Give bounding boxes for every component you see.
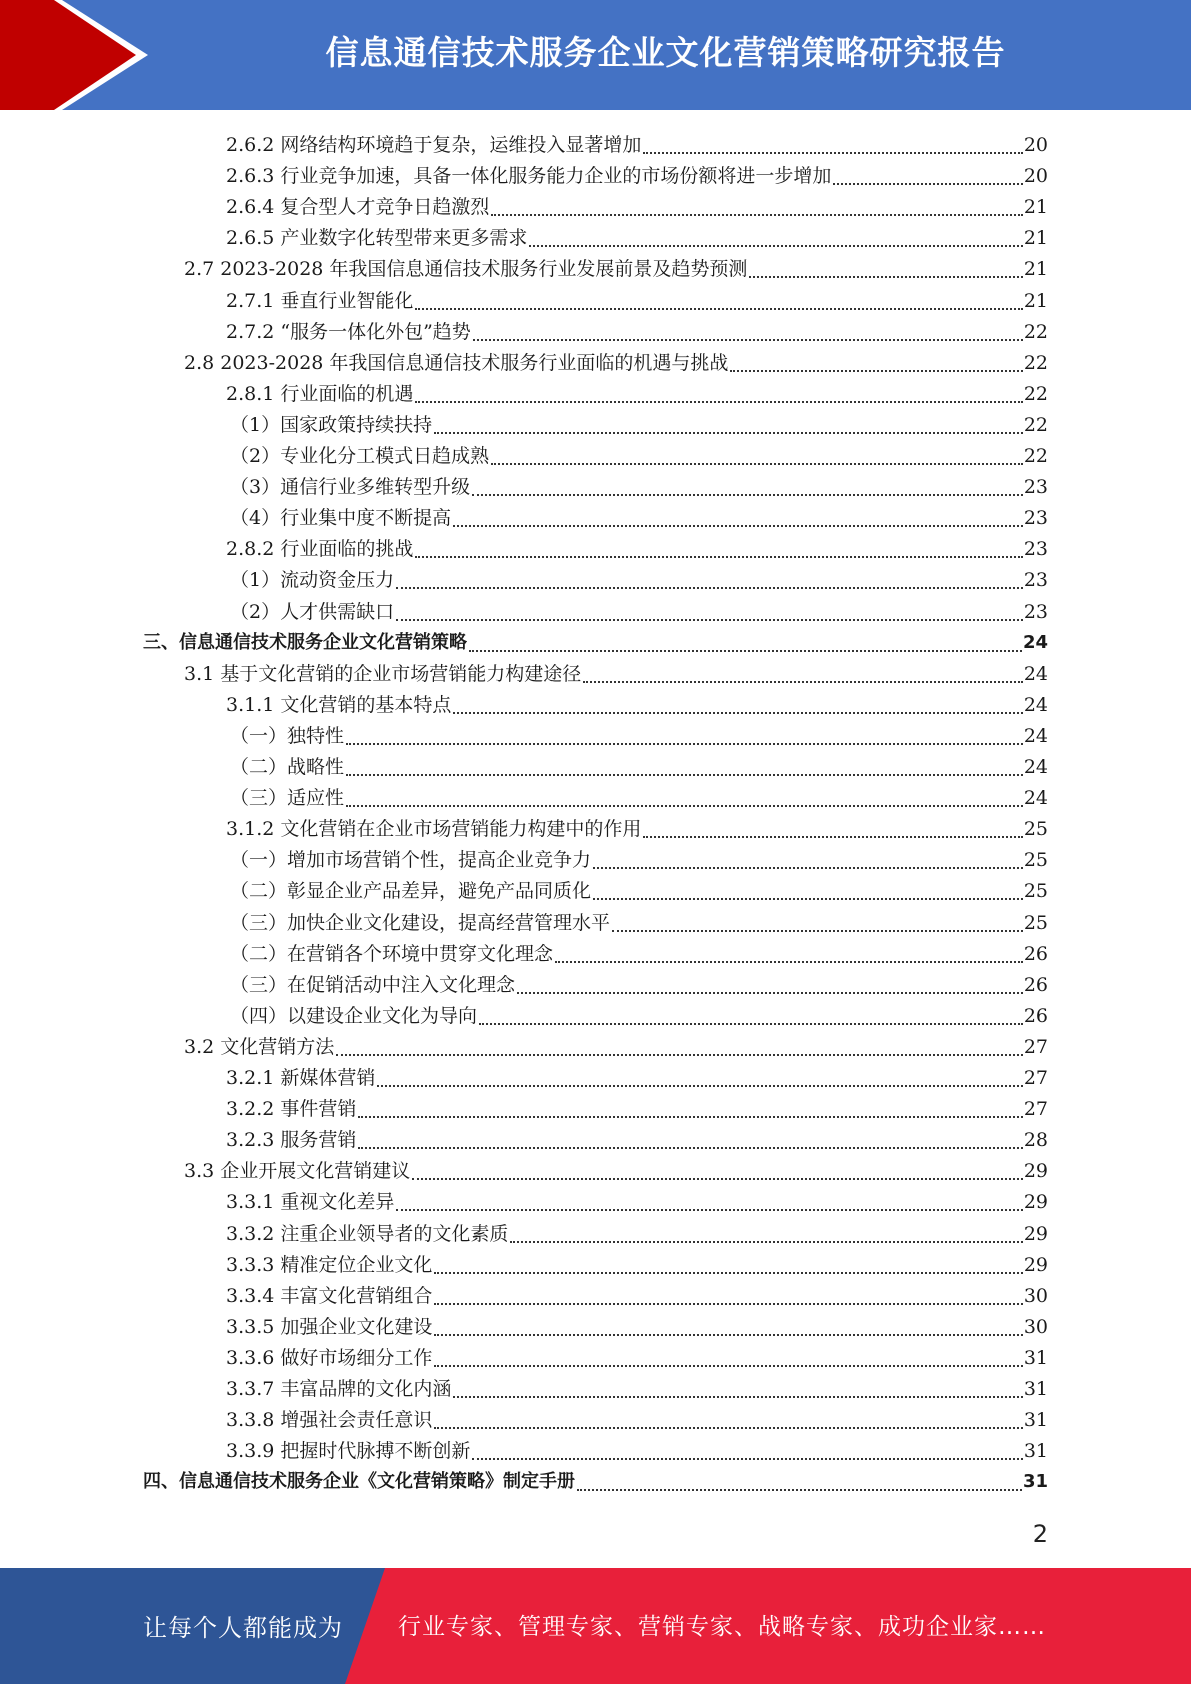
- toc-entry[interactable]: [226, 314, 1048, 345]
- toc-entry-page: 22: [1023, 413, 1048, 436]
- toc-entry-page: 22: [1023, 445, 1048, 467]
- toc-entry-label: 3.2.2 事件营销: [226, 1098, 357, 1121]
- toc-entry[interactable]: [226, 158, 1048, 189]
- toc-entry-page: 23: [1023, 538, 1048, 561]
- toc-entry[interactable]: [230, 780, 1048, 811]
- toc-leader-dots: [510, 1231, 1022, 1243]
- toc-entry-label: 2.8.2 行业面临的挑战: [226, 538, 414, 561]
- toc-entry-page: 25: [1023, 880, 1048, 903]
- toc-entry-label: （三）加快企业文化建设，提高经营管理水平: [230, 911, 611, 934]
- toc-leader-dots: [479, 1013, 1023, 1025]
- toc-entry[interactable]: [230, 718, 1048, 749]
- toc-entry-page: 26: [1023, 1004, 1048, 1027]
- toc-leader-dots: [434, 1417, 1022, 1429]
- toc-entry[interactable]: [184, 656, 1048, 687]
- toc-entry-label: （1）国家政策持续扶持: [230, 413, 433, 436]
- toc-entry-page: 23: [1023, 569, 1048, 592]
- toc-entry[interactable]: [230, 594, 1048, 625]
- toc-leader-dots: [434, 1324, 1022, 1336]
- toc-leader-dots: [517, 982, 1023, 994]
- toc-leader-dots: [415, 546, 1022, 558]
- toc-leader-dots: [396, 1199, 1022, 1211]
- toc-entry-label: 2.6.2 网络结构环境趋于复杂，运维投入显著增加: [226, 134, 642, 156]
- toc-entry-label: 2.8.1 行业面临的机遇: [226, 382, 414, 405]
- toc-entry-page: 21: [1023, 196, 1048, 219]
- toc-entry-page: 21: [1023, 258, 1048, 281]
- toc-entry-label: 3.3.2 注重企业领导者的文化素质: [226, 1222, 509, 1245]
- toc-entry-label: （2）人才供需缺口: [230, 600, 395, 623]
- toc-entry[interactable]: [226, 1340, 1048, 1371]
- toc-entry-label: 2.7 2023-2028 年我国信息通信技术服务行业发展前景及趋势预测: [184, 258, 748, 281]
- toc-entry[interactable]: [230, 562, 1048, 593]
- toc-entry[interactable]: [230, 500, 1048, 531]
- toc-entry-page: 27: [1023, 1098, 1048, 1121]
- toc-leader-dots: [730, 360, 1022, 372]
- toc-entry[interactable]: [226, 687, 1048, 718]
- toc-leader-dots: [434, 1355, 1022, 1367]
- toc-entry-label: 3.2.1 新媒体营销: [226, 1067, 376, 1089]
- toc-leader-dots: [473, 329, 1023, 341]
- toc-entry[interactable]: [226, 1216, 1048, 1247]
- toc-entry[interactable]: [230, 469, 1048, 500]
- toc-entry[interactable]: [226, 1247, 1048, 1278]
- toc-entry-label: 3.3.4 丰富文化营销组合: [226, 1284, 433, 1307]
- toc-entry[interactable]: [226, 189, 1048, 220]
- toc-leader-dots: [396, 609, 1023, 621]
- footer-slogan-left: 让每个人都能成为: [143, 1614, 343, 1642]
- toc-leader-dots: [415, 391, 1022, 403]
- toc-leader-dots: [336, 1044, 1023, 1056]
- toc-entry-label: （四）以建设企业文化为导向: [230, 1004, 478, 1027]
- toc-entry-page: 24: [1023, 724, 1048, 747]
- toc-entry-label: （一）增加市场营销个性，提高企业竞争力: [230, 849, 592, 872]
- toc-entry-page: 23: [1023, 507, 1048, 530]
- toc-leader-dots: [346, 733, 1023, 745]
- toc-leader-dots: [555, 951, 1023, 963]
- toc-entry[interactable]: [226, 127, 1048, 158]
- toc-entry-page: 31: [1023, 1346, 1048, 1369]
- toc-entry[interactable]: [184, 1029, 1048, 1060]
- toc-entry-page: 29: [1023, 1222, 1048, 1245]
- toc-entry[interactable]: [226, 220, 1048, 251]
- toc-entry[interactable]: [230, 873, 1048, 904]
- toc-entry-page: 31: [1023, 1440, 1048, 1463]
- page-footer: [0, 1568, 1191, 1684]
- toc-entry-label: （2）专业化分工模式日趋成熟: [230, 445, 490, 467]
- toc-entry-page: 27: [1023, 1035, 1048, 1058]
- toc-entry[interactable]: [226, 376, 1048, 407]
- toc-entry[interactable]: [230, 842, 1048, 873]
- toc-entry[interactable]: [226, 1122, 1048, 1153]
- toc-entry-page: 31: [1023, 1409, 1048, 1432]
- toc-leader-dots: [472, 484, 1023, 496]
- toc-entry-label: 3.2 文化营销方法: [184, 1035, 335, 1058]
- toc-entry[interactable]: [230, 905, 1048, 936]
- toc-leader-dots: [612, 920, 1023, 932]
- toc-entry-label: 3.3.8 增强社会责任意识: [226, 1409, 433, 1432]
- toc-leader-dots: [491, 453, 1023, 465]
- toc-entry[interactable]: [184, 345, 1048, 376]
- toc-entry-label: 四、信息通信技术服务企业《文化营销策略》制定手册: [143, 1471, 575, 1493]
- toc-entry-page: 23: [1023, 600, 1048, 623]
- toc-entry[interactable]: [230, 998, 1048, 1029]
- toc-entry[interactable]: [226, 1278, 1048, 1309]
- toc-leader-dots: [469, 640, 1022, 652]
- toc-leader-dots: [453, 1386, 1022, 1398]
- toc-entry-label: 3.1.1 文化营销的基本特点: [226, 693, 452, 716]
- toc-entry-page: 24: [1023, 787, 1048, 810]
- toc-entry[interactable]: [226, 811, 1048, 842]
- red-chevron-decoration: [0, 0, 160, 110]
- toc-leader-dots: [472, 1448, 1022, 1460]
- toc-entry-page: 22: [1023, 351, 1048, 374]
- toc-leader-dots: [593, 888, 1023, 900]
- toc-entry-label: （二）战略性: [230, 756, 345, 778]
- toc-entry[interactable]: [226, 1371, 1048, 1402]
- toc-entry[interactable]: [226, 283, 1048, 314]
- toc-leader-dots: [434, 1262, 1022, 1274]
- toc-entry-page: 26: [1023, 973, 1048, 996]
- toc-entry-label: （一）独特性: [230, 724, 345, 747]
- toc-leader-dots: [453, 702, 1022, 714]
- toc-entry-page: 23: [1023, 476, 1048, 499]
- toc-entry-page: 29: [1023, 1160, 1048, 1183]
- toc-leader-dots: [412, 1168, 1023, 1180]
- toc-entry-label: （4）行业集中度不断提高: [230, 507, 452, 530]
- toc-entry-page: 29: [1023, 1253, 1048, 1276]
- toc-entry-page: 28: [1023, 1129, 1048, 1152]
- toc-entry-label: 2.6.5 产业数字化转型带来更多需求: [226, 227, 528, 250]
- toc-leader-dots: [434, 1293, 1022, 1305]
- toc-entry[interactable]: [226, 531, 1048, 562]
- toc-entry-page: 24: [1023, 662, 1048, 685]
- toc-entry-page: 24: [1023, 756, 1048, 778]
- toc-entry[interactable]: [230, 407, 1048, 438]
- toc-entry-page: 25: [1023, 849, 1048, 872]
- toc-entry-page: 30: [1023, 1315, 1048, 1338]
- toc-entry[interactable]: [230, 749, 1048, 780]
- toc-entry-label: 2.6.3 行业竞争加速，具备一体化服务能力企业的市场份额将进一步增加: [226, 165, 832, 188]
- toc-leader-dots: [643, 826, 1022, 838]
- toc-entry-label: 3.3 企业开展文化营销建议: [184, 1160, 411, 1183]
- toc-entry-label: 2.7.2 “服务一体化外包”趋势: [226, 320, 471, 343]
- toc-entry-page: 24: [1023, 693, 1048, 716]
- toc-leader-dots: [358, 1137, 1022, 1149]
- toc-entry-page: 21: [1023, 289, 1048, 312]
- toc-entry-label: （二）在营销各个环境中贯穿文化理念: [230, 942, 554, 965]
- toc-entry-label: 3.3.7 丰富品牌的文化内涵: [226, 1378, 452, 1400]
- toc-entry-label: 2.8 2023-2028 年我国信息通信技术服务行业面临的机遇与挑战: [184, 351, 729, 374]
- toc-entry-page: 31: [1023, 1378, 1048, 1400]
- toc-entry-label: 2.7.1 垂直行业智能化: [226, 289, 414, 312]
- toc-entry-page: 25: [1023, 818, 1048, 841]
- toc-entry[interactable]: [143, 1464, 1048, 1495]
- toc-entry-page: 22: [1023, 320, 1048, 343]
- report-title: 信息通信技术服务企业文化营销策略研究报告: [325, 33, 1006, 72]
- toc-entry-page: 24: [1022, 631, 1048, 653]
- toc-entry-page: 26: [1023, 942, 1048, 965]
- toc-entry[interactable]: [226, 1184, 1048, 1215]
- toc-leader-dots: [377, 1075, 1022, 1087]
- toc-leader-dots: [583, 671, 1023, 683]
- toc-leader-dots: [749, 266, 1022, 278]
- toc-entry-label: 3.3.3 精准定位企业文化: [226, 1253, 433, 1276]
- toc-entry-label: （三）适应性: [230, 787, 345, 810]
- toc-entry[interactable]: [184, 251, 1048, 282]
- toc-entry[interactable]: [226, 1309, 1048, 1340]
- toc-entry-label: 2.6.4 复合型人才竞争日趋激烈: [226, 196, 490, 219]
- toc-leader-dots: [643, 142, 1022, 154]
- toc-entry[interactable]: [226, 1060, 1048, 1091]
- toc-entry[interactable]: [230, 967, 1048, 998]
- toc-leader-dots: [491, 204, 1022, 216]
- toc-entry-page: 20: [1023, 165, 1048, 188]
- toc-entry[interactable]: [226, 1433, 1048, 1464]
- toc-entry[interactable]: [226, 1402, 1048, 1433]
- toc-entry[interactable]: [226, 1091, 1048, 1122]
- toc-entry-label: （3）通信行业多维转型升级: [230, 476, 471, 499]
- toc-entry-label: （二）彰显企业产品差异，避免产品同质化: [230, 880, 592, 903]
- toc-entry-label: 三、信息通信技术服务企业文化营销策略: [143, 631, 467, 653]
- toc-entry-label: 3.3.6 做好市场细分工作: [226, 1346, 433, 1369]
- page-header: [0, 0, 1191, 110]
- toc-leader-dots: [415, 298, 1022, 310]
- toc-leader-dots: [833, 173, 1022, 185]
- toc-entry-label: 3.3.9 把握时代脉搏不断创新: [226, 1440, 471, 1463]
- toc-leader-dots: [434, 422, 1023, 434]
- toc-entry[interactable]: [230, 936, 1048, 967]
- toc-leader-dots: [346, 795, 1023, 807]
- toc-leader-dots: [358, 1106, 1022, 1118]
- toc-entry-label: 3.3.5 加强企业文化建设: [226, 1315, 433, 1338]
- toc-leader-dots: [577, 1479, 1022, 1491]
- footer-slogan-right: 行业专家、管理专家、营销专家、战略专家、成功企业家……: [398, 1614, 1046, 1640]
- toc-entry[interactable]: [230, 438, 1048, 469]
- toc-entry[interactable]: [184, 1153, 1048, 1184]
- toc-entry-label: （三）在促销活动中注入文化理念: [230, 973, 516, 996]
- toc-entry-page: 21: [1023, 227, 1048, 250]
- toc-leader-dots: [396, 577, 1023, 589]
- toc-leader-dots: [529, 235, 1022, 247]
- toc-entry-page: 20: [1023, 134, 1048, 156]
- toc-entry-page: 30: [1023, 1284, 1048, 1307]
- toc-leader-dots: [453, 515, 1023, 527]
- toc-entry-label: 3.2.3 服务营销: [226, 1129, 357, 1152]
- toc-entry-page: 29: [1023, 1191, 1048, 1214]
- toc-entry-label: 3.1 基于文化营销的企业市场营销能力构建途径: [184, 662, 582, 685]
- toc-entry-label: 3.1.2 文化营销在企业市场营销能力构建中的作用: [226, 818, 642, 841]
- toc-leader-dots: [593, 857, 1023, 869]
- toc-entry-page: 22: [1023, 382, 1048, 405]
- toc-entry-label: 3.3.1 重视文化差异: [226, 1191, 395, 1214]
- toc-entry-page: 27: [1023, 1067, 1048, 1089]
- toc-entry[interactable]: [143, 625, 1048, 656]
- toc-entry-page: 25: [1023, 911, 1048, 934]
- toc-entry-page: 31: [1022, 1471, 1048, 1493]
- page-number: 2: [1032, 1520, 1048, 1548]
- toc-leader-dots: [346, 764, 1023, 776]
- toc-entry-label: （1）流动资金压力: [230, 569, 395, 592]
